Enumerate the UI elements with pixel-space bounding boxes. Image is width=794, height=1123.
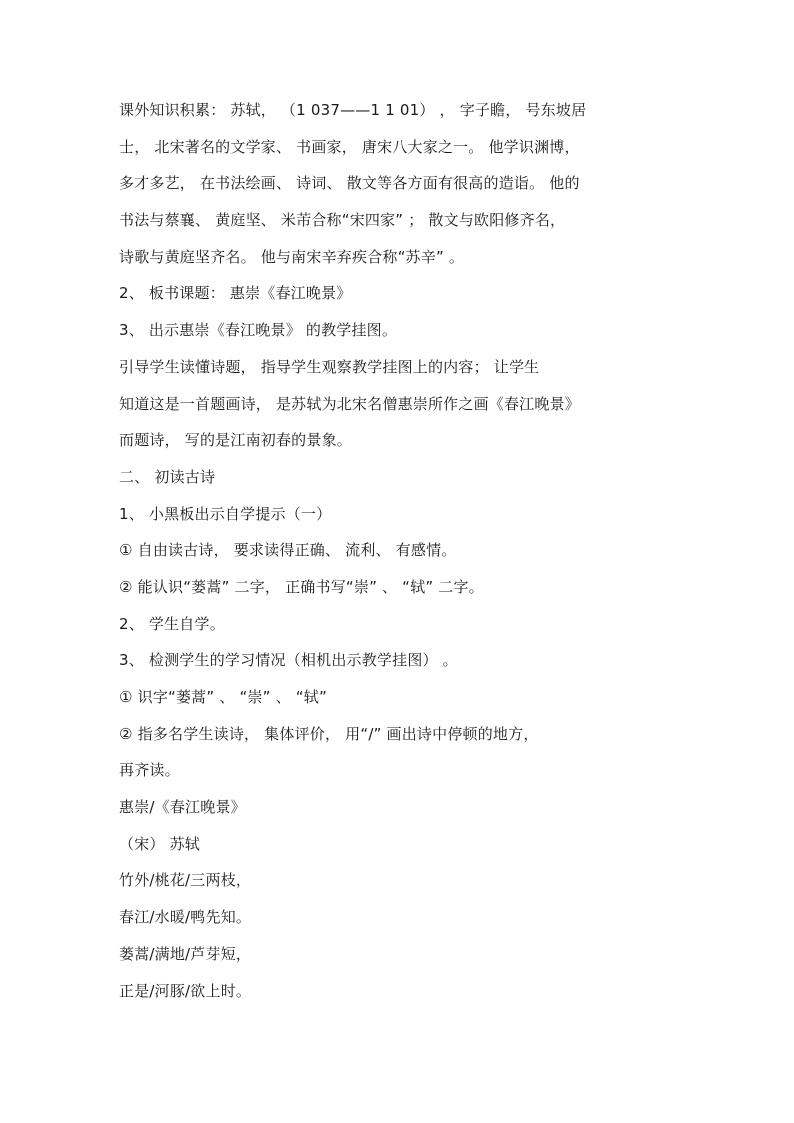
text-line: 再齐读。 (119, 761, 180, 780)
poem-line: 春江/水暖/鸭先知。 (119, 908, 252, 927)
sub-item: ② 能认识“蒌蒿” 二字， 正确书写“崇” 、 “轼” 二字。 (119, 577, 484, 596)
text-line: 课外知识积累： 苏轼， （1 037——1 1 01） ， 字子瞻， 号东坡居 (119, 101, 587, 119)
section-item: 2、 学生自学。 (119, 614, 225, 633)
section-heading: 二、 初读古诗 (119, 467, 216, 486)
text-line: 知道这是一首题画诗， 是苏轼为北宋名僧惠崇所作之画《春江晚景》 (119, 394, 580, 413)
section-item: 3、 检测学生的学习情况（相机出示教学挂图） 。 (119, 651, 458, 670)
section-item: 1、 小黑板出示自学提示（一） (119, 504, 332, 523)
text-line: 书法与蔡襄、 黄庭坚、 米芾合称“宋四家” ； 散文与欧阳修齐名， (119, 211, 566, 230)
sub-item: ① 识字“蒌蒿” 、 “崇” 、 “轼” (119, 688, 327, 706)
text-line: 诗歌与黄庭坚齐名。 他与南宋辛弃疾合称“苏辛” 。 (119, 247, 465, 266)
sub-item: ① 自由读古诗， 要求读得正确、 流利、 有感情。 (119, 541, 457, 560)
poem-line: 蒌蒿/满地/芦芽短， (119, 944, 252, 963)
section-item: 3、 出示惠崇《春江晚景》 的教学挂图。 (119, 321, 398, 340)
document-body (119, 92, 679, 1009)
sub-item: ② 指多名学生读诗， 集体评价， 用“/” 画出诗中停顿的地方， (119, 724, 539, 743)
text-line: 而题诗， 写的是江南初春的景象。 (119, 431, 352, 450)
poem-author: （宋） 苏轼 (119, 834, 200, 853)
text-line: 多才多艺， 在书法绘画、 诗词、 散文等各方面有很高的造诣。 他的 (119, 174, 580, 193)
text-line: 引导学生读懂诗题， 指导学生观察教学挂图上的内容； 让学生 (119, 357, 540, 376)
section-item: 2、 板书课题： 惠崇《春江晚景》 (119, 284, 352, 303)
poem-line: 竹外/桃花/三两枝， (119, 871, 252, 890)
text-line: 士， 北宋著名的文学家、 书画家， 唐宋八大家之一。 他学识渊博， (119, 137, 580, 156)
poem-line: 正是/河豚/欲上时。 (119, 981, 252, 1000)
poem-title: 惠崇/《春江晚景》 (119, 798, 246, 817)
